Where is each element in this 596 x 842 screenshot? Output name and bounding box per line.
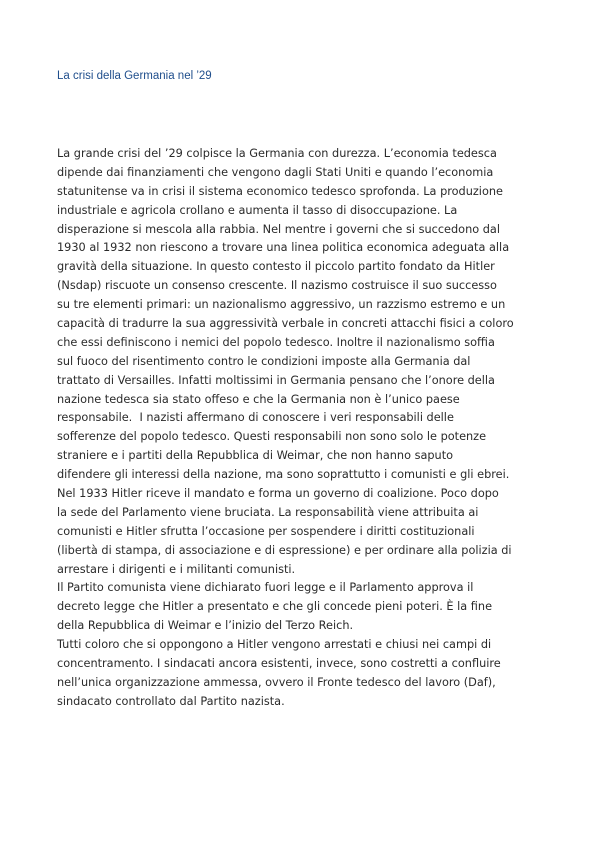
body-line: nell’unica organizzazione ammessa, ovvero il Fronte tedesco del lavoro (Daf), xyxy=(57,675,496,689)
body-line: la sede del Parlamento viene bruciata. La responsabilità viene attribuita ai xyxy=(57,505,479,519)
body-line: Il Partito comunista viene dichiarato fuori legge e il Parlamento approva il xyxy=(57,581,474,595)
body-line: dipende dai finanziamenti che vengono dagli Stati Uniti e quando l’economia xyxy=(57,165,494,179)
body-line: Nel 1933 Hitler riceve il mandato e forma un governo di coalizione. Poco dopo xyxy=(57,487,499,501)
body-line: nazione tedesca sia stato offeso e che la Germania non è l’unico paese xyxy=(57,392,460,406)
body-line: trattato di Versailles. Infatti moltissimi in Germania pensano che l’onore della xyxy=(57,373,495,387)
document-title: La crisi della Germania nel ’29 xyxy=(57,70,212,82)
body-line: capacità di tradurre la sua aggressività verbale in concreti attacchi fisici a coloro xyxy=(57,317,514,331)
body-line: (Nsdap) riscuote un consenso crescente. Il nazismo costruisce il suo successo xyxy=(57,279,497,293)
body-line: 1930 al 1932 non riescono a trovare una linea politica economica adeguata alla xyxy=(57,241,510,255)
body-line: sindacato controllato dal Partito nazista. xyxy=(57,694,285,708)
body-line: (libertà di stampa, di associazione e di espressione) e per ordinare alla polizia di xyxy=(57,543,512,557)
body-line: statunitense va in crisi il sistema economico tedesco sprofonda. La produzione xyxy=(57,184,503,198)
body-line: gravità della situazione. In questo contesto il piccolo partito fondato da Hitler xyxy=(57,260,495,274)
body-line: sofferenze del popolo tedesco. Questi responsabili non sono solo le potenze xyxy=(57,430,487,444)
body-line: che essi definiscono i nemici del popolo tedesco. Inoltre il nazionalismo soffia xyxy=(57,335,495,349)
body-line: difendere gli interessi della nazione, ma sono soprattutto i comunisti e gli ebrei. xyxy=(57,468,510,482)
body-line: arrestare i dirigenti e i militanti comunisti. xyxy=(57,562,296,576)
body-line: Tutti coloro che si oppongono a Hitler vengono arrestati e chiusi nei campi di xyxy=(57,638,492,652)
body-line: concentramento. I sindacati ancora esistenti, invece, sono costretti a confluire xyxy=(57,657,501,671)
body-line: La grande crisi del ’29 colpisce la Germania con durezza. L’economia tedesca xyxy=(57,147,497,160)
body-line: straniere e i partiti della Repubblica di Weimar, che non hanno saputo xyxy=(57,449,454,463)
body-line: della Repubblica di Weimar e l’inizio del Terzo Reich. xyxy=(57,619,354,633)
body-line: decreto legge che Hitler a presentato e che gli concede pieni poteri. È la fine xyxy=(57,600,493,614)
body-line: industriale e agricola crollano e aumenta il tasso di disoccupazione. La xyxy=(57,203,458,217)
body-line: disperazione si mescola alla rabbia. Nel mentre i governi che si succedono dal xyxy=(57,222,500,236)
body-line: responsabile. I nazisti affermano di conoscere i veri responsabili delle xyxy=(57,411,454,425)
document-body xyxy=(57,145,547,712)
body-line: comunisti e Hitler sfrutta l’occasione per sospendere i diritti costituzionali xyxy=(57,524,475,538)
body-line: sul fuoco del risentimento contro le condizioni imposte alla Germania dal xyxy=(57,354,471,368)
body-line: su tre elementi primari: un nazionalismo aggressivo, un razzismo estremo e un xyxy=(57,298,506,312)
